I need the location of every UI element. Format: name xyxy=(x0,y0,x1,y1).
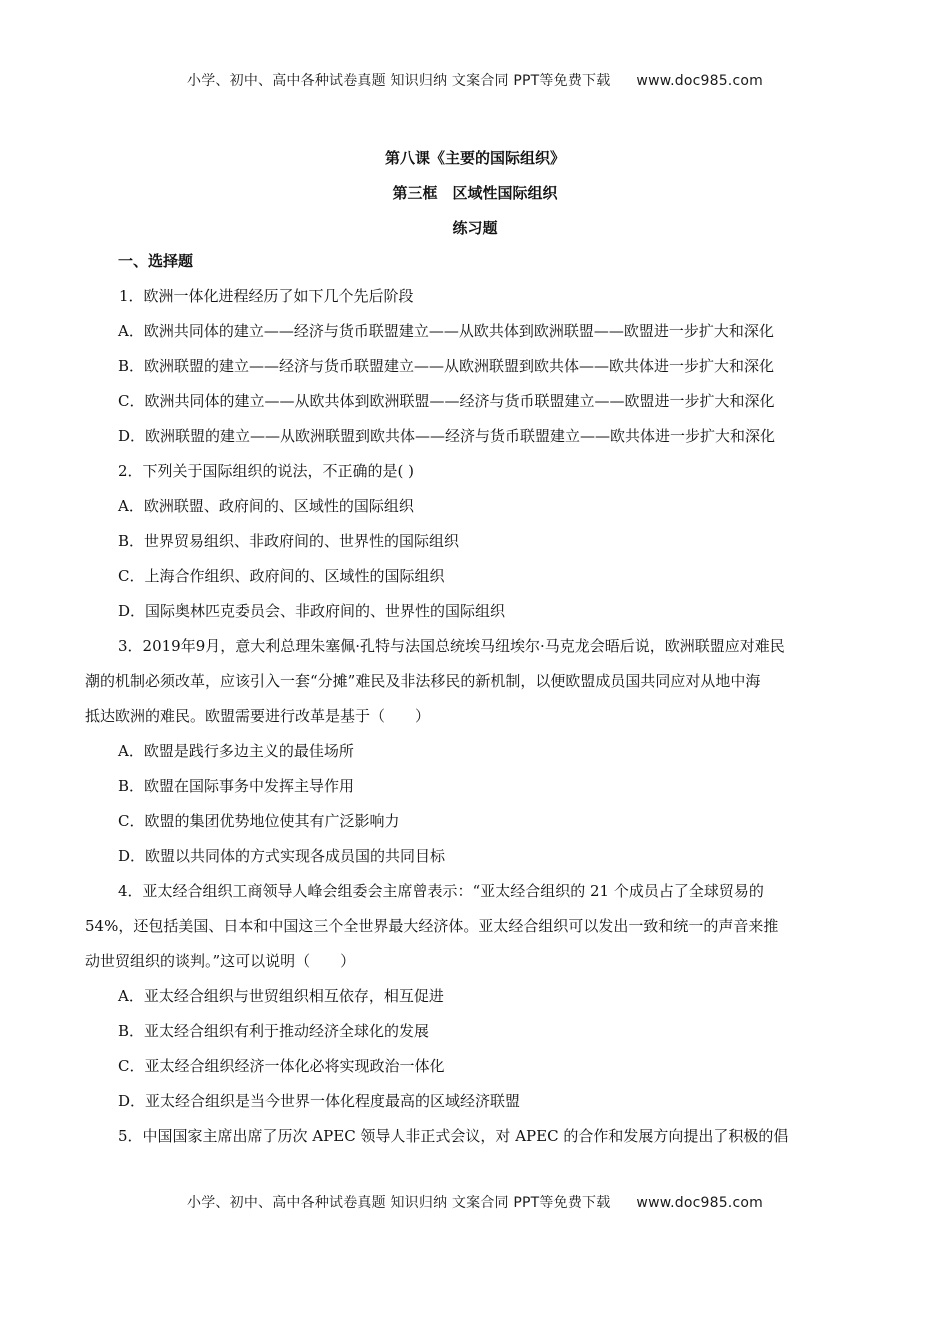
question-3-option-c: C．欧盟的集团优势地位使其有广泛影响力 xyxy=(118,812,400,830)
question-2-option-a: A．欧洲联盟、政府间的、区域性的国际组织 xyxy=(118,497,414,515)
question-3-stem-line-3: 抵达欧洲的难民。欧盟需要进行改革是基于（ ） xyxy=(85,707,431,725)
section-title: 第三框 区域性国际组织 xyxy=(392,184,558,202)
question-2-option-d: D．国际奥林匹克委员会、非政府间的、世界性的国际组织 xyxy=(118,602,506,620)
title-block xyxy=(0,146,950,251)
question-4-option-c: C．亚太经合组织经济一体化必将实现政治一体化 xyxy=(118,1057,445,1075)
header-text: 小学、初中、高中各种试卷真题 知识归纳 文案合同 PPT等免费下载 xyxy=(187,73,611,89)
question-4-option-b: B．亚太经合组织有利于推动经济全球化的发展 xyxy=(118,1022,430,1040)
choice-section-heading: 一、选择题 xyxy=(118,252,194,270)
question-3-stem-line-2: 潮的机制必须改革，应该引入一套“分摊”难民及非法移民的新机制，以便欧盟成员国共同应对从地中海 xyxy=(85,672,761,690)
question-5-stem-line-1: 5．中国国家主席出席了历次 APEC 领导人非正式会议，对 APEC 的合作和发展方向提出了积极的倡 xyxy=(118,1127,789,1145)
footer-url[interactable]: www.doc985.com xyxy=(636,1195,763,1211)
question-1-stem: 1．欧洲一体化进程经历了如下几个先后阶段 xyxy=(119,287,414,305)
lesson-title: 第八课《主要的国际组织》 xyxy=(384,149,565,167)
question-2-option-c: C．上海合作组织、政府间的、区域性的国际组织 xyxy=(118,567,445,585)
question-3-option-b: B．欧盟在国际事务中发挥主导作用 xyxy=(118,777,355,795)
question-3-stem-line-1: 3．2019年9月，意大利总理朱塞佩·孔特与法国总统埃马纽埃尔·马克龙会晤后说，欧洲联盟应对难民 xyxy=(118,637,785,655)
page-footer xyxy=(0,1192,950,1212)
question-4-stem-line-3: 动世贸组织的谈判。”这可以说明（ ） xyxy=(85,952,356,970)
question-2-option-b: B．世界贸易组织、非政府间的、世界性的国际组织 xyxy=(118,532,460,550)
question-1-option-d: D．欧洲联盟的建立——从欧洲联盟到欧共体——经济与货币联盟建立——欧共体进一步扩大和深化 xyxy=(118,427,776,445)
page-header xyxy=(0,70,950,90)
exercise-title: 练习题 xyxy=(452,219,498,237)
question-4-option-d: D．亚太经合组织是当今世界一体化程度最高的区域经济联盟 xyxy=(118,1092,521,1110)
question-4-stem-line-2: 54%，还包括美国、日本和中国这三个全世界最大经济体。亚太经合组织可以发出一致和统一的声音来推 xyxy=(85,917,779,935)
question-1-option-c: C．欧洲共同体的建立——从欧共体到欧洲联盟——经济与货币联盟建立——欧盟进一步扩大和深化 xyxy=(118,392,775,410)
question-1-option-a: A．欧洲共同体的建立——经济与货币联盟建立——从欧共体到欧洲联盟——欧盟进一步扩大和深化 xyxy=(118,322,774,340)
question-4-stem-line-1: 4．亚太经合组织工商领导人峰会组委会主席曾表示：“亚太经合组织的 21 个成员占了全球贸易的 xyxy=(118,882,764,900)
question-3-option-a: A．欧盟是践行多边主义的最佳场所 xyxy=(118,742,354,760)
question-4-option-a: A．亚太经合组织与世贸组织相互依存，相互促进 xyxy=(118,987,444,1005)
question-1-option-b: B．欧洲联盟的建立——经济与货币联盟建立——从欧洲联盟到欧共体——欧共体进一步扩大和深化 xyxy=(118,357,775,375)
question-2-stem: 2．下列关于国际组织的说法，不正确的是( ) xyxy=(118,462,415,480)
footer-text: 小学、初中、高中各种试卷真题 知识归纳 文案合同 PPT等免费下载 xyxy=(187,1195,611,1211)
document-body xyxy=(85,250,860,1160)
question-3-option-d: D．欧盟以共同体的方式实现各成员国的共同目标 xyxy=(118,847,446,865)
header-url[interactable]: www.doc985.com xyxy=(636,73,763,89)
